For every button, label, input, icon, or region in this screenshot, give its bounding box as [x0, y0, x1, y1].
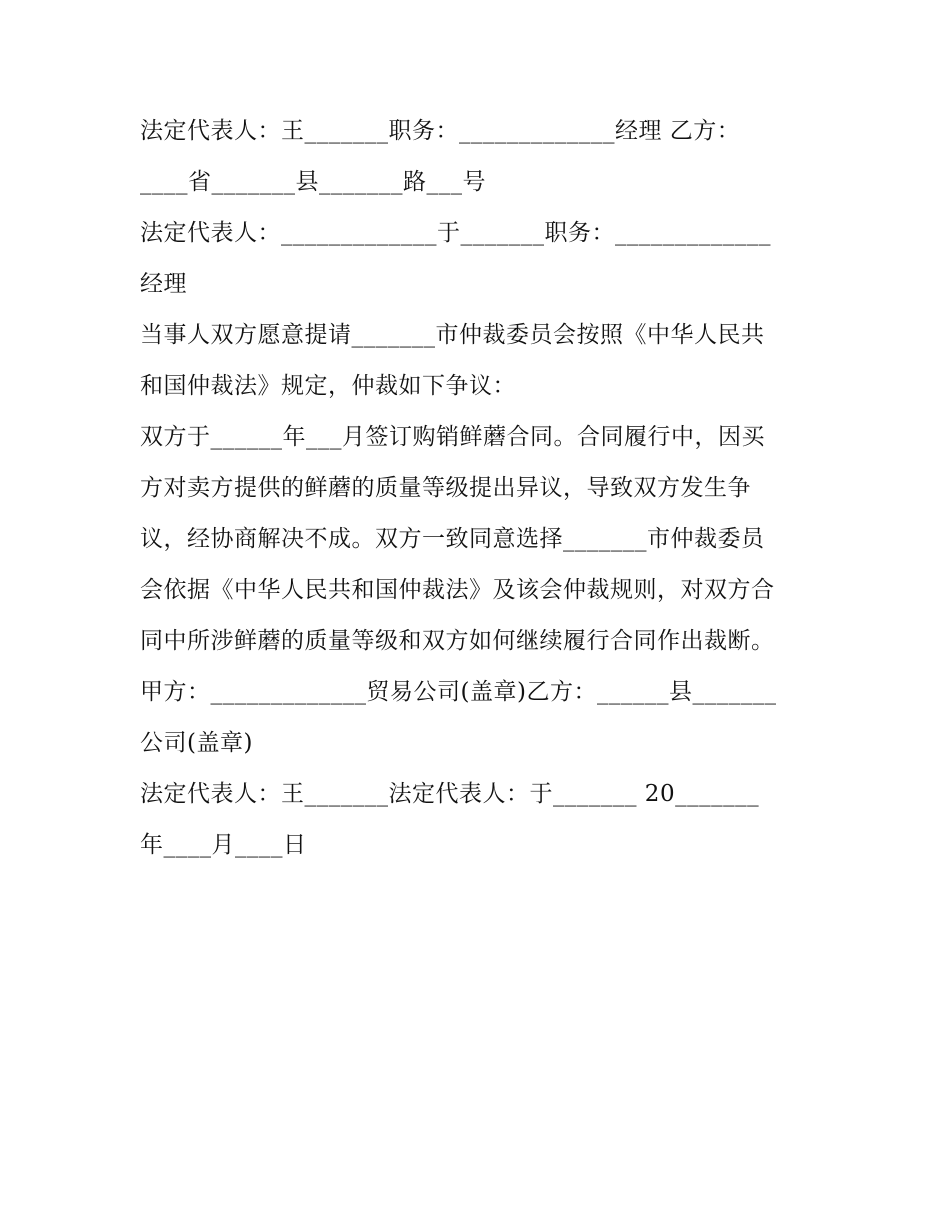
- party-b-representative-line: 法定代表人：_____________于_______职务：_____________: [140, 220, 771, 246]
- arbitration-request-line-2: 和国仲裁法》规定，仲裁如下争议：: [140, 373, 516, 399]
- party-a-representative-line: 法定代表人：王_______职务：_____________经理 乙方：: [140, 118, 741, 144]
- signature-date-line: 年____月____日: [140, 832, 307, 858]
- signature-seal-line: 公司(盖章): [140, 730, 253, 756]
- party-b-address-line: ____省_______县_______路___号: [140, 169, 486, 195]
- contract-body: [140, 106, 820, 871]
- dispute-paragraph-line-3: 议，经协商解决不成。双方一致同意选择_______市仲裁委员: [140, 526, 765, 552]
- dispute-paragraph-line-1: 双方于______年___月签订购销鲜蘑合同。合同履行中，因买: [140, 424, 765, 450]
- dispute-paragraph-line-4: 会依据《中华人民共和国仲裁法》及该会仲裁规则，对双方合: [140, 577, 775, 603]
- signature-party-line: 甲方：_____________贸易公司(盖章)乙方：______县_______: [140, 679, 777, 705]
- arbitration-request-line-1: 当事人双方愿意提请_______市仲裁委员会按照《中华人民共: [140, 322, 765, 348]
- dispute-paragraph-line-2: 方对卖方提供的鲜蘑的质量等级提出异议，导致双方发生争: [140, 475, 751, 501]
- party-b-position-line: 经理: [140, 271, 187, 297]
- dispute-paragraph-line-5: 同中所涉鲜蘑的质量等级和双方如何继续履行合同作出裁断。: [140, 628, 775, 654]
- signature-representatives-line: 法定代表人：王_______法定代表人：于_______ 20_______: [140, 781, 760, 807]
